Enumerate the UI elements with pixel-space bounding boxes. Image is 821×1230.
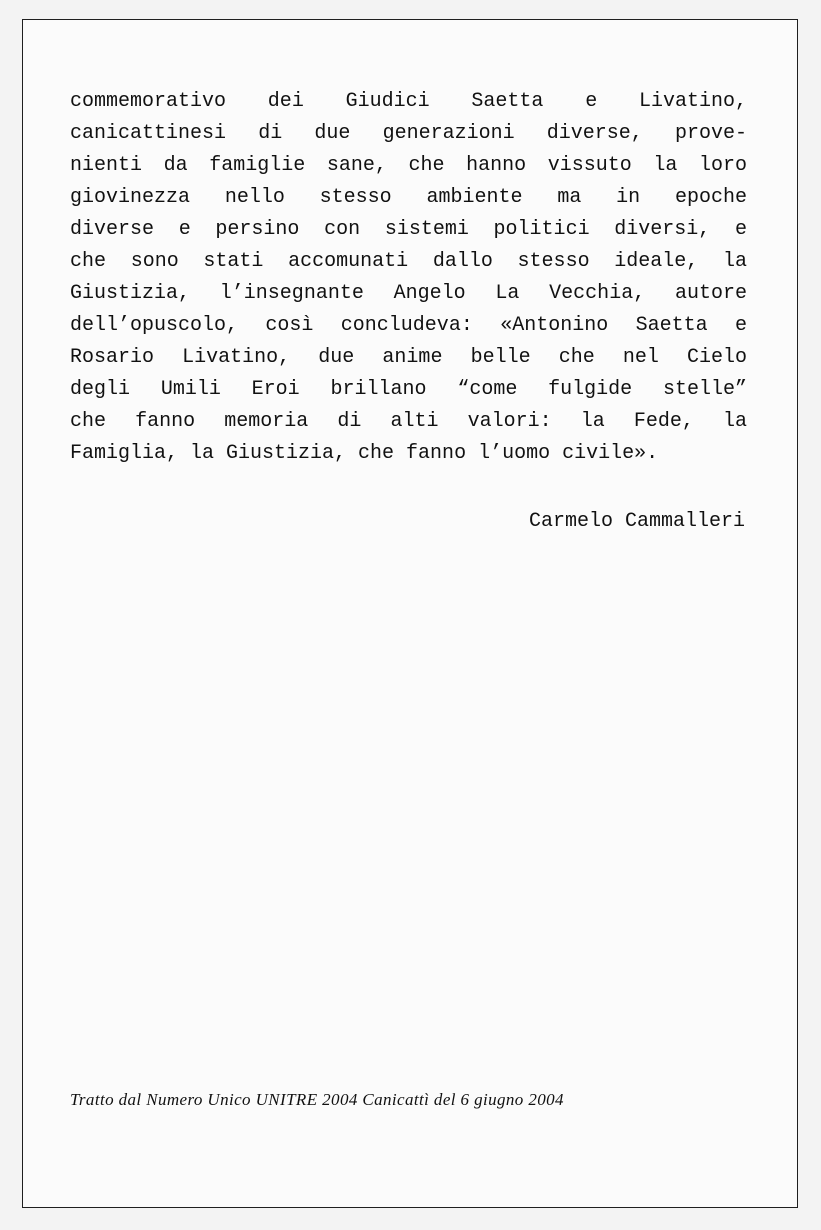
signature: Carmelo Cammalleri bbox=[528, 510, 745, 533]
body-line: nienti da famiglie sane, che hanno vissuto la loro bbox=[70, 154, 747, 177]
body-line: Rosario Livatino, due anime belle che nel Cielo bbox=[70, 346, 747, 369]
page-frame bbox=[22, 19, 798, 1208]
body-line: che fanno memoria di alti valori: la Fede, la bbox=[70, 410, 747, 433]
body-line: Giustizia, l’insegnante Angelo La Vecchia, autore bbox=[70, 282, 747, 305]
body-line: Famiglia, la Giustizia, che fanno l’uomo civile». bbox=[70, 442, 659, 465]
body-line: che sono stati accomunati dallo stesso ideale, la bbox=[70, 250, 747, 273]
source-note: Tratto dal Numero Unico UNITRE 2004 Canicattì del 6 giugno 2004 bbox=[70, 1090, 564, 1109]
body-line: diverse e persino con sistemi politici diversi, e bbox=[70, 218, 747, 241]
body-line: dell’opuscolo, così concludeva: «Antonino Saetta e bbox=[70, 314, 747, 337]
body-text bbox=[70, 86, 747, 470]
body-line: giovinezza nello stesso ambiente ma in epoche bbox=[70, 186, 747, 209]
body-line: degli Umili Eroi brillano “come fulgide stelle” bbox=[70, 378, 747, 401]
body-line: commemorativo dei Giudici Saetta e Livatino, bbox=[70, 90, 747, 113]
body-line: canicattinesi di due generazioni diverse, prove- bbox=[70, 122, 747, 145]
